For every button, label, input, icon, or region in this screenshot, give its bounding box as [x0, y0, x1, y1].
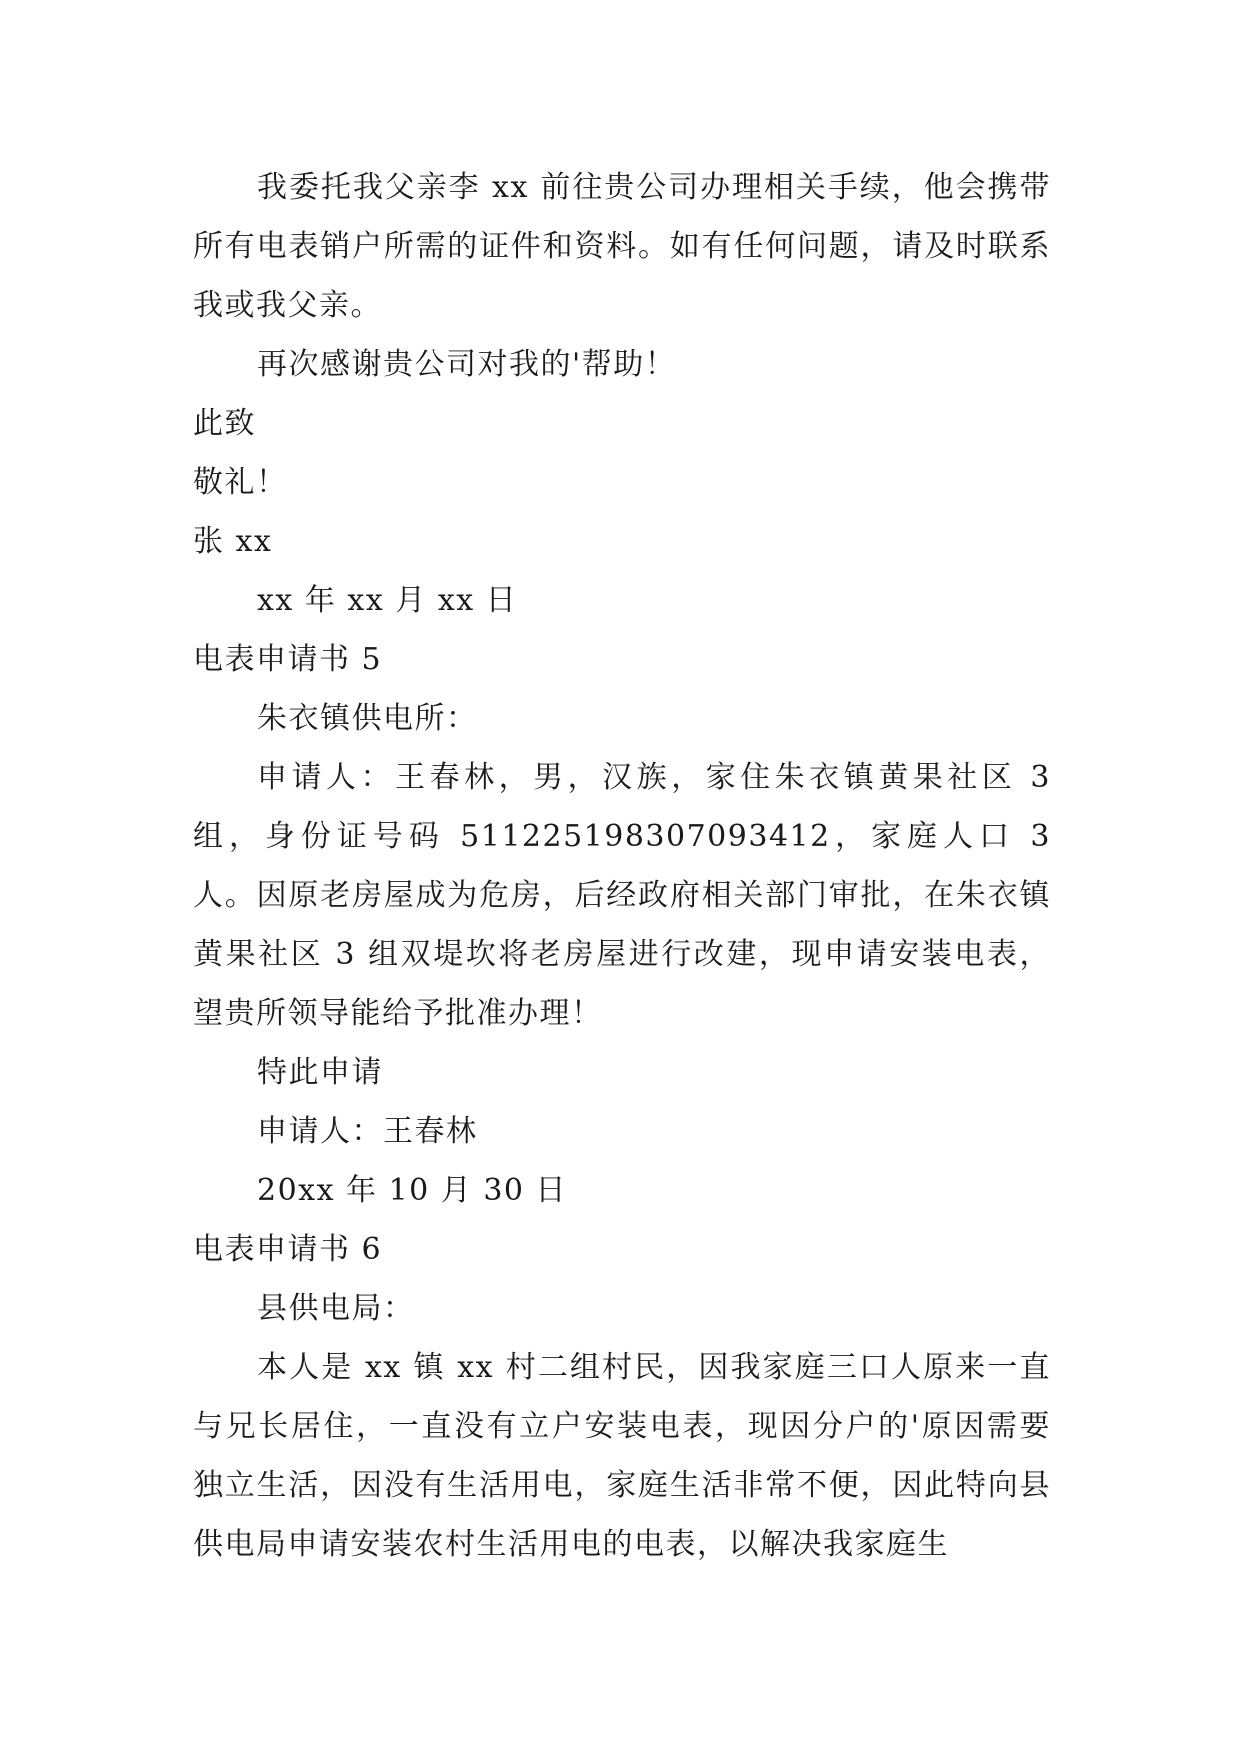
application-date: 20xx 年 10 月 30 日 [257, 1173, 568, 1208]
paragraph-delegation: 我委托我父亲李 xx 前往贵公司办理相关手续，他会携带所有电表销户所需的证件和资料。如有任何问题，请及时联系我或我父亲。 [193, 170, 1051, 323]
section-heading-5: 电表申请书 5 [193, 642, 383, 677]
paragraph-application-body: 申请人：王春林，男，汉族，家住朱衣镇黄果社区 3 组，身份证号码 511225198307093412，家庭人口 3 人。因原老房屋成为危房，后经政府相关部门审批，在朱衣镇黄果社区 3 组双堤坎将老房屋进行改建，现申请安装电表，望贵所领导能给予批准办理！ [193, 760, 1051, 1031]
document-body [193, 158, 1051, 1574]
section-heading-6: 电表申请书 6 [193, 1232, 383, 1267]
addressee-line-6: 县供电局： [257, 1291, 415, 1326]
paragraph-application-body-6: 本人是 xx 镇 xx 村二组村民，因我家庭三口人原来一直与兄长居住，一直没有立户安装电表，现因分户的'原因需要独立生活，因没有生活用电，家庭生活非常不便，因此特向县供电局申请安装农村生活用电的电表，以解决我家庭生 [193, 1350, 1051, 1562]
paragraph-thanks: 再次感谢贵公司对我的'帮助！ [257, 347, 677, 382]
signature-name: 张 xx [193, 524, 273, 559]
closing-regards: 敬礼！ [193, 465, 288, 500]
application-closing: 特此申请 [257, 1055, 383, 1090]
signature-date: xx 年 xx 月 xx 日 [257, 583, 518, 618]
addressee-line: 朱衣镇供电所： [257, 701, 478, 736]
closing-salutation: 此致 [193, 406, 256, 441]
applicant-signature: 申请人：王春林 [257, 1114, 478, 1149]
